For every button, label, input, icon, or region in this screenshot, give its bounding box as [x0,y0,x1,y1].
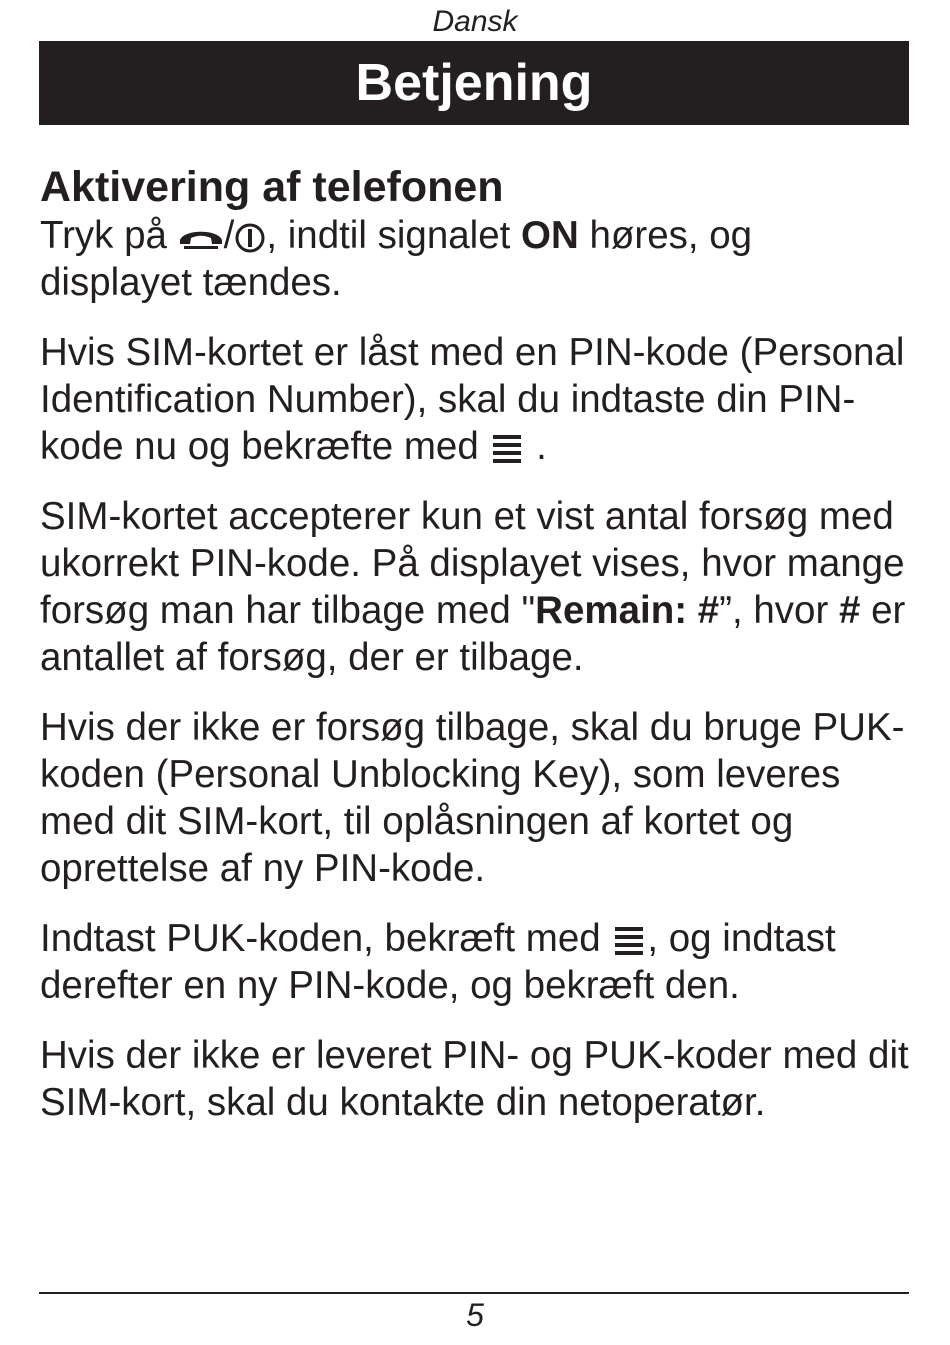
phone-hangup-icon [178,226,224,250]
remain-label: Remain: # [535,589,720,632]
paragraph-puk: Hvis der ikke er forsøg tilbage, skal du bruge PUK-koden (Personal Unblocking Key), som leveres med dit SIM-kort, til oplåsningen af kortet og oprettelse af ny PIN-kode. [40,706,905,890]
footer-divider [39,1292,909,1294]
page-number: 5 [466,1297,484,1333]
text: er antallet af forsøg, der er tilbage. [40,589,906,679]
power-icon [234,222,266,254]
text: Hvis SIM-kortet er låst med en PIN-kode (Personal Identification Number), skal du indtaste din PIN-kode nu og bekræfte med [40,331,905,468]
menu-icon [611,924,647,958]
hash-symbol: # [838,589,861,632]
text: ”, hvor [719,589,839,632]
language-label: Dansk [432,5,518,38]
text: / [223,214,235,257]
menu-icon [489,432,525,466]
text: Tryk på [40,214,178,257]
text: høres, og displayet tændes. [40,214,753,304]
paragraph-contact-operator: Hvis der ikke er leveret PIN- og PUK-koder med dit SIM-kort, skal du kontakte din netoperatør. [40,1034,909,1124]
section-content [40,162,910,1149]
text: , indtil signalet [266,214,522,257]
paragraph-enter-puk [40,915,910,1009]
paragraph-attempts [40,493,910,681]
paragraph-activate [40,212,910,306]
text: , og indtast derefter en ny PIN-kode, og bekræft den. [40,917,836,1007]
section-heading: Aktivering af telefonen [40,163,504,211]
text: . [525,425,547,468]
text: Indtast PUK-koden, bekræft med [40,917,612,960]
paragraph-pin [40,329,910,470]
text: SIM-kortet accepterer kun et vist antal forsøg med ukorrekt PIN-kode. På displayet vises, hvor mange forsøg man har tilbage med " [40,495,905,632]
page-title: Betjening [39,41,909,125]
signal-on: ON [521,214,579,257]
